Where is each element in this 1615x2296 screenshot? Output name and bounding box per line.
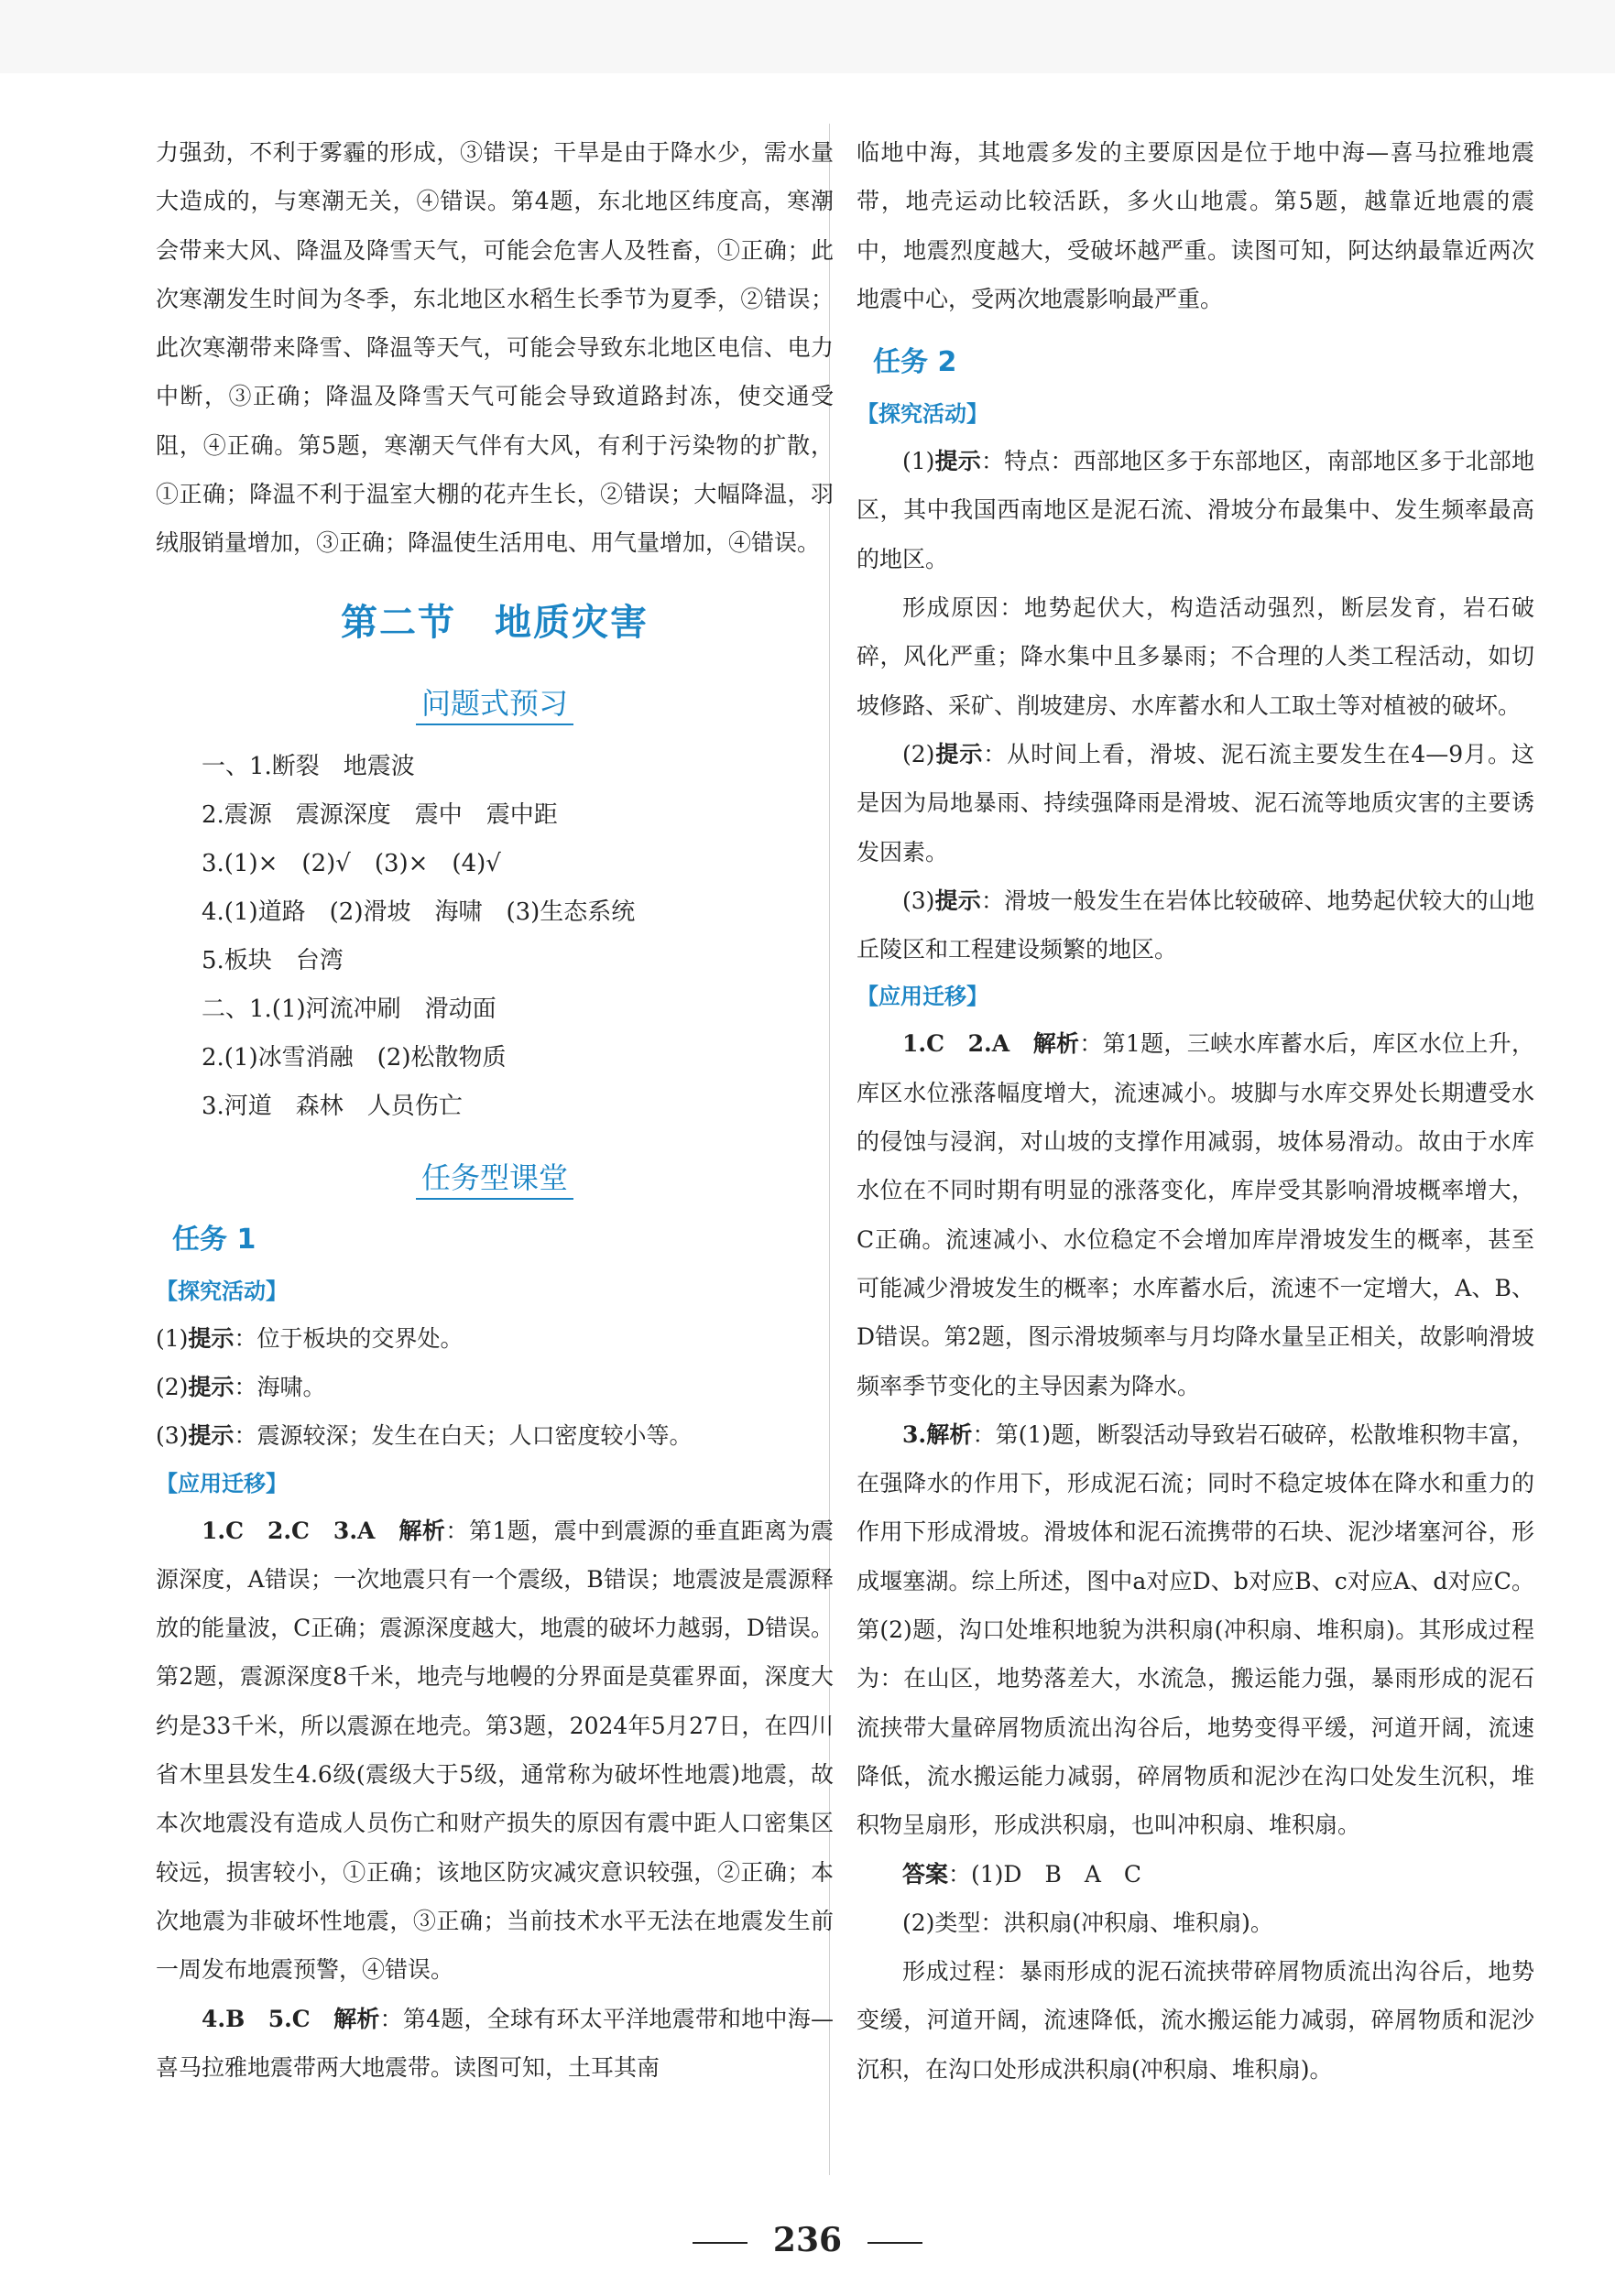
apply-head: 3.解析 xyxy=(902,1420,973,1448)
apply-body: ：第1题，震中到震源的垂直距离为震源深度，A错误；一次地震只有一个震级，B错误；地震波是震源释放的能量波，C正确；震源深度越大，地震的破坏力越弱，D错误。第2题，震源深度8千米，地壳与地幔的分界面是莫霍界面，深度大约是33千米，所以震源在地壳。第3题，2024年5月27日，在四川省木里县发生4.6级(震级大于5级，通常称为破坏性地震)地震，故本次地震没有造成人员伤亡和财产损失的原因有震中距人口密集区较远，损害较小，①正确；该地区防灾减灾意识较强，②正确；本次地震为非破坏性地震，③正确；当前技术水平无法在地震发生前一周发布地震预警，④错误。 xyxy=(156,1517,834,1984)
hint-prefix: (1) xyxy=(156,1324,189,1352)
apply-body: ：第1题，三峡水库蓄水后，库区水位上升，库区水位涨落幅度增大，流速减小。坡脚与水库交界处长期遭受水的侵蚀与浸润，对山坡的支撑作用减弱，坡体易滑动。故由于水库水位在不同时期有明显的涨落变化，库岸受其影响滑坡概率增大，C正确。流速减小、水位稳定不会增加库岸滑坡发生的概率，甚至可能减少滑坡发生的概率；水库蓄水后，流速不一定增大，A、B、D错误。第2题，图示滑坡频率与月均降水量呈正相关，故影响滑坡频率季节变化的主导因素为降水。 xyxy=(857,1030,1534,1399)
continued-paragraph: 临地中海，其地震多发的主要原因是位于地中海—喜马拉雅地震带，地壳运动比较活跃，多火山地震。第5题，越靠近地震的震中，地震烈度越大，受破坏越严重。读图可知，阿达纳最靠近两次地震中心，受两次地震影响最严重。 xyxy=(857,139,1534,312)
class-title xyxy=(156,1155,834,1197)
task2-hint-3 xyxy=(857,876,1534,974)
preview-item: 4.(1)道路 (2)滑坡 海啸 (3)生态系统 xyxy=(202,898,636,926)
apply-tag: 【应用迁移】 xyxy=(857,984,988,1010)
hint-prefix: (2) xyxy=(156,1373,189,1400)
preview-item: 2.(1)冰雪消融 (2)松散物质 xyxy=(202,1043,507,1072)
preview-title-text: 问题式预习 xyxy=(416,686,573,725)
task2-reason: 形成原因：地势起伏大，构造活动强烈，断层发育，岩石破碎，风化严重；降水集中且多暴雨；不合理的人类工程活动，如切坡修路、采矿、削坡建房、水库蓄水和人工取土等对植被的破坏。 xyxy=(857,594,1534,719)
task2-apply-1 xyxy=(857,1019,1534,1409)
task2-apply-3 xyxy=(857,1410,1534,1850)
hint-prefix: (1) xyxy=(902,448,935,475)
hint-text: ：位于板块的交界处。 xyxy=(234,1324,464,1352)
answer-line-2: (2)类型：洪积扇(冲积扇、堆积扇)。 xyxy=(902,1909,1273,1936)
preview-item: 一、1.断裂 地震波 xyxy=(202,752,415,780)
apply-head: 1.C 2.A 解析 xyxy=(902,1030,1080,1058)
task1-apply-1 xyxy=(156,1507,834,1995)
hint-label: 提示 xyxy=(934,448,981,475)
hint-prefix: (3) xyxy=(156,1422,189,1450)
preview-item: 二、1.(1)河流冲刷 滑动面 xyxy=(202,995,497,1023)
answer-line-3: 形成过程：暴雨形成的泥石流挟带碎屑物质流出沟谷后，地势变缓，河道开阔，流速降低，流水搬运能力减弱，碎屑物质和泥沙沉积，在沟口处形成洪积扇(冲积扇、堆积扇)。 xyxy=(857,1958,1534,2083)
task1-label: 任务 1 xyxy=(172,1223,256,1256)
answer-line-1 xyxy=(857,1850,1534,1899)
page-footer xyxy=(0,2221,1615,2259)
apply-body: ：第(1)题，断裂活动导致岩石破碎，松散堆积物丰富，在强降水的作用下，形成泥石流；同时不稳定坡体在降水和重力的作用下形成滑坡。滑坡体和泥石流携带的石块、泥沙堵塞河谷，形成堰塞湖。综上所述，图中a对应D、b对应B、c对应A、d对应C。第(2)题，沟口处堆积地貌为洪积扇(冲积扇、堆积扇)。其形成过程为：在山区，地势落差大，水流急，搬运能力强，暴雨形成的泥石流挟带大量碎屑物质流出沟谷后，地势变得平缓，河道开阔，流速降低，流水搬运能力减弱，碎屑物质和泥沙在沟口处发生沉积，堆积物呈扇形，形成洪积扇，也叫冲积扇、堆积扇。 xyxy=(857,1420,1534,1839)
answer-head: 答案 xyxy=(902,1860,949,1888)
explore-tag: 【探究活动】 xyxy=(857,401,988,428)
preview-item: 2.震源 震源深度 震中 震中距 xyxy=(202,800,558,829)
preview-title xyxy=(156,680,834,723)
preview-item: 5.板块 台湾 xyxy=(202,946,344,974)
preview-list xyxy=(156,743,834,1131)
answer-text: ：(1)D B A C xyxy=(948,1860,1142,1888)
apply-body: ：第4题，全球有环太平洋地震带和地中海—喜马拉雅地震带两大地震带。读图可知，土耳其南 xyxy=(156,2005,834,2081)
hint-prefix: (2) xyxy=(902,740,935,767)
task1-hint-3 xyxy=(156,1411,834,1460)
task2-label: 任务 2 xyxy=(873,346,957,379)
task1-hint-2 xyxy=(156,1363,834,1411)
right-column xyxy=(857,128,1534,2094)
hint-label: 提示 xyxy=(188,1324,235,1352)
preview-item: 3.河道 森林 人员伤亡 xyxy=(202,1092,463,1120)
hint-label: 提示 xyxy=(188,1373,235,1400)
apply-head: 1.C 2.C 3.A 解析 xyxy=(202,1517,446,1544)
hint-text: ：特点：西部地区多于东部地区，南部地区多于北部地区，其中我国西南地区是泥石流、滑坡分布最集中、发生频率最高的地区。 xyxy=(857,448,1534,572)
intro-paragraph: 力强劲，不利于雾霾的形成，③错误；干旱是由于降水少，需水量大造成的，与寒潮无关，④错误。第4题，东北地区纬度高，寒潮会带来大风、降温及降雪天气，可能会危害人及牲畜，①正确；此次寒潮发生时间为冬季，东北地区水稻生长季节为夏季，②错误；此次寒潮带来降雪、降温等天气，可能会导致东北地区电信、电力中断，③正确；降温及降雪天气可能会导致道路封冻，使交通受阻，④正确。第5题，寒潮天气伴有大风，有利于污染物的扩散，①正确；降温不利于温室大棚的花卉生长，②错误；大幅降温，羽绒服销量增加，③正确；降温使生活用电、用气量增加，④错误。 xyxy=(156,139,834,557)
apply-tag: 【应用迁移】 xyxy=(156,1470,288,1496)
hint-label: 提示 xyxy=(934,887,981,914)
hint-text: ：海啸。 xyxy=(234,1373,326,1400)
task1-hint-1 xyxy=(156,1314,834,1363)
hint-label: 提示 xyxy=(934,740,984,767)
hint-text: ：震源较深；发生在白天；人口密度较小等。 xyxy=(234,1422,693,1450)
footer-dash-left xyxy=(693,2242,747,2244)
apply-head: 4.B 5.C 解析 xyxy=(202,2005,380,2032)
section-title: 第二节 地质灾害 xyxy=(341,601,649,644)
task2-hint-1 xyxy=(857,437,1534,583)
hint-text: ：从时间上看，滑坡、泥石流主要发生在4—9月。这是因为局地暴雨、持续强降雨是滑坡、泥石流等地质灾害的主要诱发因素。 xyxy=(857,740,1534,865)
task1-apply-2 xyxy=(156,1995,834,2093)
left-column xyxy=(156,128,834,2092)
page-number: 236 xyxy=(772,2221,843,2259)
class-title-text: 任务型课堂 xyxy=(416,1160,573,1200)
preview-item: 3.(1)× (2)√ (3)× (4)√ xyxy=(202,849,501,877)
hint-text: ：滑坡一般发生在岩体比较破碎、地势起伏较大的山地丘陵区和工程建设频繁的地区。 xyxy=(857,887,1534,963)
top-band xyxy=(0,0,1615,73)
hint-prefix: (3) xyxy=(902,887,935,914)
explore-tag: 【探究活动】 xyxy=(156,1278,288,1304)
task2-hint-2 xyxy=(857,730,1534,876)
footer-dash-right xyxy=(868,2242,922,2244)
hint-label: 提示 xyxy=(188,1422,235,1450)
